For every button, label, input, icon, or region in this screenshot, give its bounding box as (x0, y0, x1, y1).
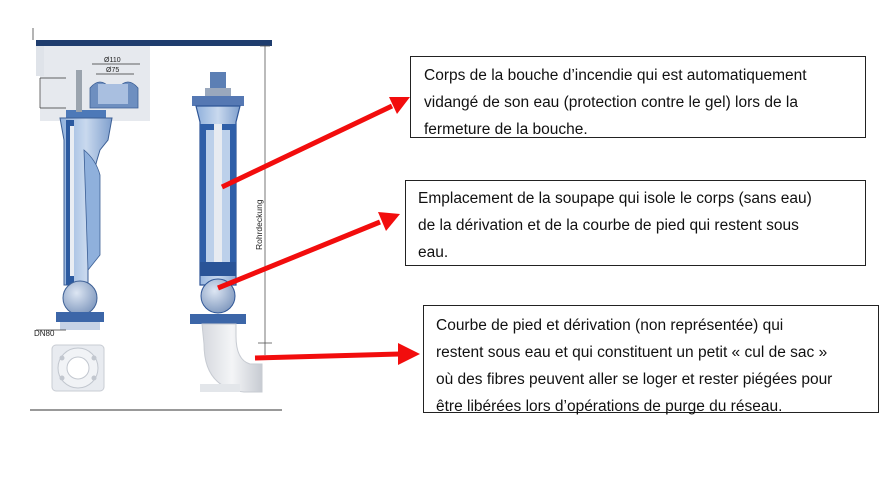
dim-d110-label: Ø110 (104, 57, 121, 64)
arrow-body (222, 97, 410, 187)
callout-body-line-1: Corps de la bouche d’incendie qui est automatiquement (424, 67, 807, 84)
callout-body-line-2: vidangé de son eau (protection contre le gel) lors de la (424, 94, 798, 111)
callout-foot-bend-line-1: Courbe de pied et dérivation (non représentée) qui (436, 317, 784, 334)
callout-foot-bend-line-4: être libérées lors d’opérations de purge du réseau. (436, 398, 783, 415)
right-hydrant (190, 72, 262, 392)
callout-foot-bend-line-3: où des fibres peuvent aller se loger et rester piégées pour (436, 371, 833, 388)
callout-foot-bend (423, 305, 879, 413)
callout-body (410, 56, 866, 138)
rohrdeckung-dimension (254, 46, 272, 355)
callout-valve-line-2: de la dérivation et de la courbe de pied qui restent sous (418, 217, 799, 234)
callout-foot-bend-line-2: restent sous eau et qui constituent un petit « cul de sac » (436, 344, 828, 361)
dim-d75-label: Ø75 (106, 67, 120, 74)
arrow-foot-bend (255, 343, 420, 365)
callout-valve-line-1: Emplacement de la soupape qui isole le corps (sans eau) (418, 190, 812, 207)
rohrdeckung-label: Rohrdeckung (254, 199, 264, 250)
dim-dn80-label: DN80 (34, 329, 55, 338)
callout-valve-line-3: eau. (418, 244, 449, 261)
callout-body-line-3: fermeture de la bouche. (424, 121, 588, 138)
callout-valve (405, 180, 866, 266)
arrow-valve (218, 212, 400, 288)
